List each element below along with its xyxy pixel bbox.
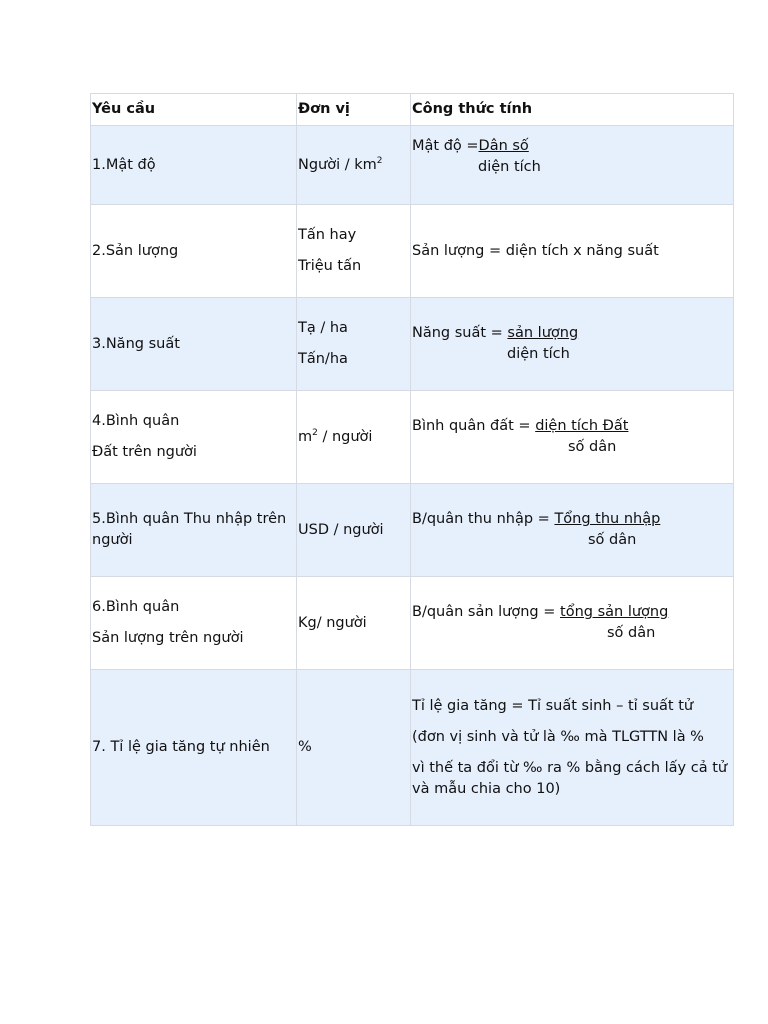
formula-numerator: Dân số <box>478 138 529 154</box>
table-row <box>91 670 734 826</box>
formula-line: vì thế ta đổi từ ‰ ra % bằng cách lấy cả tử và mẫu chia cho 10) <box>412 759 728 797</box>
formula-prefix: Năng suất = <box>412 325 508 341</box>
unit-line: Triệu tấn <box>298 258 362 274</box>
formula-cell: Sản lượng = diện tích x năng suất <box>411 205 734 298</box>
formula-numerator: diện tích Đất <box>535 418 629 434</box>
unit-superscript: 2 <box>312 427 318 438</box>
formula-prefix: B/quân thu nhập = <box>412 511 555 527</box>
requirement-cell <box>91 577 297 670</box>
formula-denominator: số dân <box>588 532 637 548</box>
requirement-line: 4.Bình quân <box>92 413 180 429</box>
unit-line: Tấn hay <box>298 227 357 243</box>
requirement-cell: 2.Sản lượng <box>91 205 297 298</box>
formula-cell <box>411 298 734 391</box>
formula-line: Tỉ lệ gia tăng = Tỉ suất sinh – tỉ suất tử <box>412 697 694 714</box>
formula-prefix: Bình quân đất = <box>412 418 536 434</box>
formula-prefix: B/quân sản lượng = <box>412 604 561 620</box>
requirement-line: Sản lượng trên người <box>92 630 244 646</box>
unit-cell <box>297 205 411 298</box>
requirement-cell: 5.Bình quân Thu nhập trên người <box>91 484 297 577</box>
table-row <box>91 484 734 577</box>
formula-cell <box>411 670 734 826</box>
formula-denominator: diện tích <box>507 346 570 362</box>
header-unit: Đơn vị <box>297 94 411 126</box>
header-row <box>91 94 734 126</box>
unit-cell: % <box>297 670 411 826</box>
unit-superscript: 2 <box>376 155 383 166</box>
formula-numerator: sản lượng <box>507 325 579 341</box>
formula-denominator: số dân <box>568 439 617 455</box>
unit-cell <box>297 391 411 484</box>
formula-cell <box>411 391 734 484</box>
requirement-line: 6.Bình quân <box>92 599 180 615</box>
header-requirement: Yêu cầu <box>91 94 297 126</box>
formula-cell <box>411 577 734 670</box>
formula-cell <box>411 126 734 205</box>
formula-prefix: Mật độ = <box>412 138 479 154</box>
table-row <box>91 391 734 484</box>
formula-cell <box>411 484 734 577</box>
requirement-line: Đất trên người <box>92 444 197 460</box>
unit-cell <box>297 298 411 391</box>
requirement-cell: 7. Tỉ lệ gia tăng tự nhiên <box>91 670 297 826</box>
formula-numerator: tổng sản lượng <box>560 604 669 620</box>
unit-line: Tạ / ha <box>298 320 348 336</box>
unit-line: Tấn/ha <box>298 351 348 367</box>
requirement-cell: 3.Năng suất <box>91 298 297 391</box>
formula-denominator: số dân <box>607 625 656 641</box>
requirement-cell: 1.Mật độ <box>91 126 297 205</box>
table-row <box>91 205 734 298</box>
requirement-cell <box>91 391 297 484</box>
formula-table <box>90 93 734 826</box>
header-formula: Công thức tính <box>411 94 734 126</box>
unit-text: m <box>298 428 313 445</box>
unit-cell <box>297 126 411 205</box>
table-row <box>91 126 734 205</box>
unit-cell: USD / người <box>297 484 411 577</box>
unit-text: Người / km <box>298 156 377 173</box>
table-row <box>91 298 734 391</box>
table-row <box>91 577 734 670</box>
formula-denominator: diện tích <box>478 159 541 175</box>
formula-numerator: Tổng thu nhập <box>554 511 661 527</box>
unit-cell: Kg/ người <box>297 577 411 670</box>
unit-text-rest: / người <box>317 428 373 445</box>
formula-line: (đơn vị sinh và tử là ‰ mà TLGTTN là % <box>412 728 704 745</box>
